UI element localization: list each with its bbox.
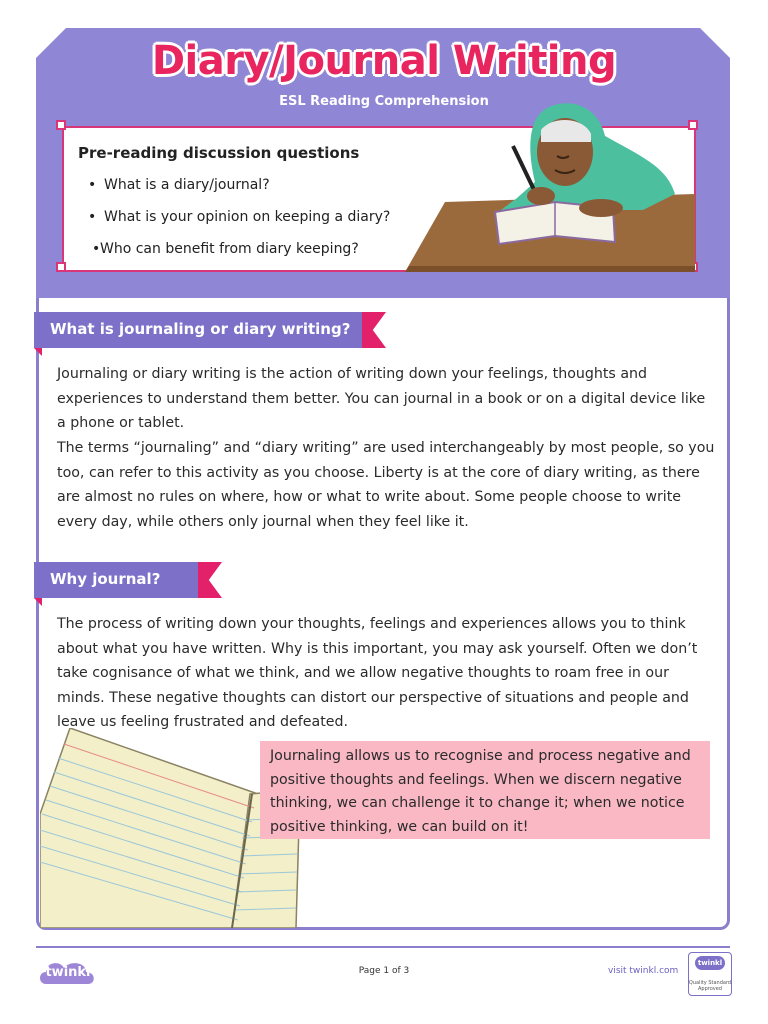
paragraph: Journaling or diary writing is the action of writing down your feelings, thoughts and experiences to understand them better. You can journal in a book or on a digital device like a phone or tablet. <box>57 366 706 431</box>
badge-caption: Quality Standard Approved <box>688 980 732 992</box>
paragraph: The terms “journaling” and “diary writing” are used interchangeably by most people, so you too, can refer to this activity as you choose. Liberty is at the core of diary writing, as there are almost no rules on where, how or what to write about. Some people choose to write every day, while others only journal when they feel like it. <box>57 440 715 530</box>
prereading-heading: Pre-reading discussion questions <box>78 144 360 162</box>
section-heading-why-journal: Why journal? <box>34 562 200 598</box>
box-corner-ornament <box>56 262 66 272</box>
twinkl-logo-text: twinkl <box>45 965 91 980</box>
girl-writing-illustration <box>405 98 695 272</box>
page-number: Page 1 of 3 <box>358 966 410 976</box>
question-item: • What is your opinion on keeping a diary? <box>88 209 391 225</box>
callout-box: Journaling allows us to recognise and process negative and positive thoughts and feelings. When we discern negative thinking, we can challenge it to change it; when we notice positive thinking, we can build on it! <box>260 741 710 839</box>
paragraph: The process of writing down your thoughts, feelings and experiences allows you to think about what you have written. Why is this important, you may ask yourself. Often we don’t take cognisance of what we think, and we allow negative thoughts to roam free in our minds. These negative thoughts can distort our perspective of situations and people and leave us feeling frustrated and defeated. <box>57 616 698 730</box>
section-heading-what-is-journaling: What is journaling or diary writing? <box>34 312 364 348</box>
footer-divider <box>36 946 730 948</box>
page-subtitle: ESL Reading Comprehension <box>279 94 489 109</box>
visit-link[interactable]: visit twinkl.com <box>608 966 679 976</box>
box-corner-ornament <box>56 120 66 130</box>
page-title: Diary/Journal Writing <box>151 38 617 84</box>
badge-brand: twinkl <box>695 956 725 970</box>
question-item: • What is a diary/journal? <box>88 177 270 193</box>
question-item: •Who can benefit from diary keeping? <box>92 241 359 257</box>
